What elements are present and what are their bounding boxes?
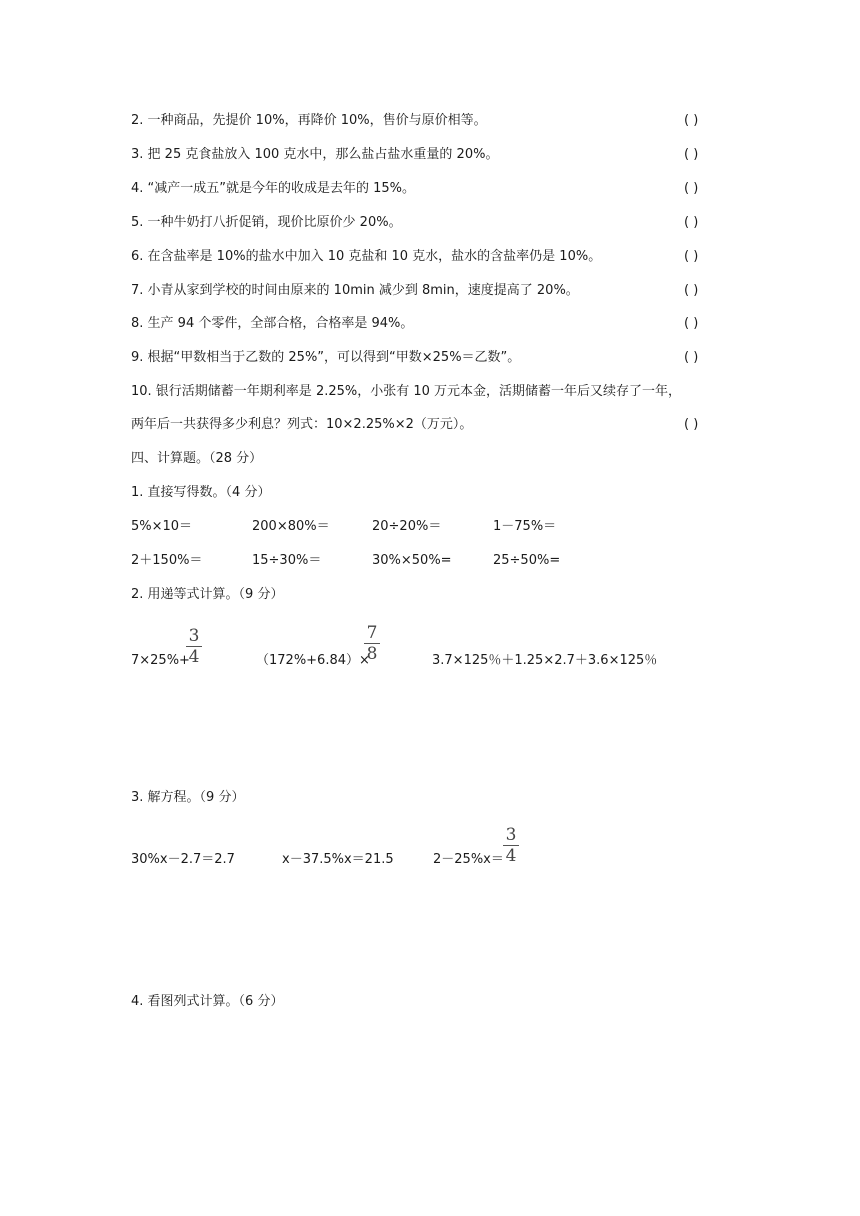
q3-title: 3. 解方程。（9 分） bbox=[131, 790, 245, 805]
judgment-item-2: 2. 一种商品，先提价 10%，再降价 10%，售价与原价相等。 bbox=[131, 113, 487, 128]
answer-bracket-4[interactable]: ( ) bbox=[684, 181, 699, 196]
judgment-item-6: 6. 在含盐率是 10%的盐水中加入 10 克盐和 10 克水，盐水的含盐率仍是 10%。 bbox=[131, 249, 602, 264]
judgment-item-9: 9. 根据“甲数相当于乙数的 25%”，可以得到“甲数×25%＝乙数”。 bbox=[131, 350, 521, 365]
fraction-three-quarters-eq bbox=[502, 826, 520, 865]
oral-calc-7: 30%×50%= bbox=[372, 553, 452, 568]
answer-bracket-2[interactable]: ( ) bbox=[684, 113, 699, 128]
oral-calc-8: 25÷50%= bbox=[493, 553, 561, 568]
answer-bracket-8[interactable]: ( ) bbox=[684, 316, 699, 331]
equation-3: 2－25%x＝ bbox=[433, 852, 504, 867]
answer-bracket-9[interactable]: ( ) bbox=[684, 350, 699, 365]
oral-calc-5: 2＋150%＝ bbox=[131, 553, 203, 568]
oral-calc-6: 15÷30%＝ bbox=[252, 553, 322, 568]
judgment-item-3: 3. 把 25 克食盐放入 100 克水中，那么盐占盐水重量的 20%。 bbox=[131, 147, 499, 162]
fraction-numerator: 3 bbox=[505, 825, 517, 845]
fraction-denominator: 4 bbox=[188, 647, 200, 667]
calc-expr-1: 7×25%+ bbox=[131, 653, 190, 668]
oral-calc-3: 20÷20%＝ bbox=[372, 519, 442, 534]
judgment-item-8: 8. 生产 94 个零件，全部合格，合格率是 94%。 bbox=[131, 316, 414, 331]
fraction-numerator: 7 bbox=[366, 623, 378, 643]
judgment-item-10-line1: 10. 银行活期储蓄一年期利率是 2.25%，小张有 10 万元本金，活期储蓄一年后又续存了一年， bbox=[131, 384, 682, 399]
answer-bracket-10[interactable]: ( ) bbox=[684, 417, 699, 432]
calc-expr-2: （172%+6.84）× bbox=[256, 653, 370, 668]
answer-bracket-5[interactable]: ( ) bbox=[684, 215, 699, 230]
answer-bracket-3[interactable]: ( ) bbox=[684, 147, 699, 162]
fraction-denominator: 4 bbox=[505, 846, 517, 866]
judgment-item-7: 7. 小青从家到学校的时间由原来的 10min 减少到 8min，速度提高了 20%。 bbox=[131, 283, 579, 298]
equation-2: x－37.5%x＝21.5 bbox=[282, 852, 394, 867]
answer-bracket-7[interactable]: ( ) bbox=[684, 283, 699, 298]
oral-calc-4: 1－75%＝ bbox=[493, 519, 557, 534]
q4-title: 4. 看图列式计算。（6 分） bbox=[131, 994, 284, 1009]
fraction-three-quarters bbox=[185, 627, 203, 666]
judgment-item-5: 5. 一种牛奶打八折促销，现价比原价少 20%。 bbox=[131, 215, 402, 230]
q2-title: 2. 用递等式计算。（9 分） bbox=[131, 587, 284, 602]
judgment-item-10-line2: 两年后一共获得多少利息？列式：10×2.25%×2（万元）。 bbox=[131, 417, 473, 432]
fraction-denominator: 8 bbox=[366, 644, 378, 664]
oral-calc-2: 200×80%＝ bbox=[252, 519, 330, 534]
judgment-item-4: 4. “减产一成五”就是今年的收成是去年的 15%。 bbox=[131, 181, 416, 196]
fraction-seven-eighths bbox=[363, 624, 381, 663]
fraction-numerator: 3 bbox=[188, 626, 200, 646]
q1-title: 1. 直接写得数。（4 分） bbox=[131, 485, 271, 500]
answer-bracket-6[interactable]: ( ) bbox=[684, 249, 699, 264]
equation-1: 30%x－2.7＝2.7 bbox=[131, 852, 235, 867]
calc-expr-3: 3.7×125％＋1.25×2.7＋3.6×125％ bbox=[432, 653, 658, 668]
oral-calc-1: 5%×10＝ bbox=[131, 519, 193, 534]
section-title: 四、计算题。（28 分） bbox=[131, 451, 263, 466]
